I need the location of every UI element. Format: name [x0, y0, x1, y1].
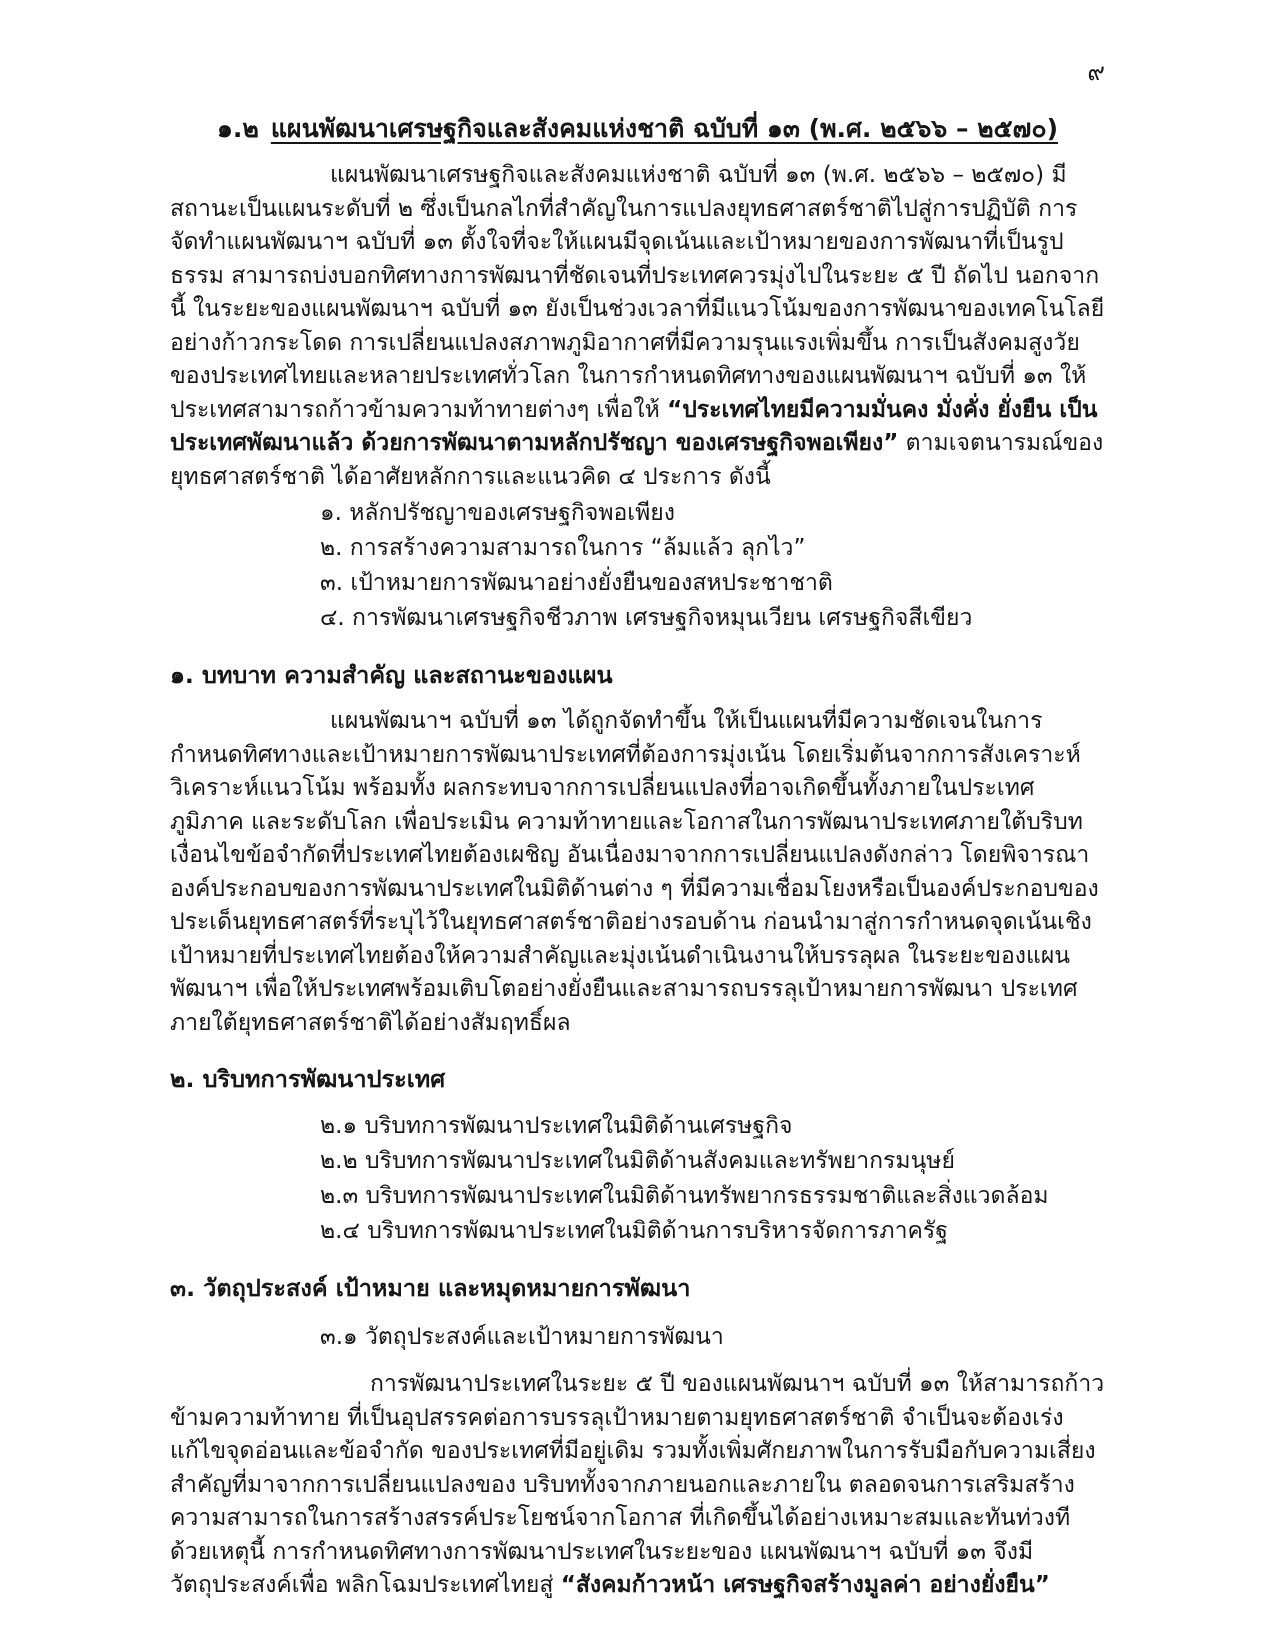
objectives-paragraph: [170, 1368, 1105, 1603]
section-3-heading: ๓. วัตถุประสงค์ เป้าหมาย และหมุดหมายการพัฒนา: [170, 1274, 691, 1302]
title-number: ๑.๒: [216, 114, 259, 143]
context-item-economic: ๒.๑ บริบทการพัฒนาประเทศในมิติด้านเศรษฐกิจ: [320, 1113, 793, 1139]
national-vision-quote: “ประเทศไทยมีความมั่นคง มั่งคั่ง ยั่งยืน เป็นประเทศพัฒนาแล้ว ด้วยการพัฒนาตามหลักปรัชญา ของเศรษฐกิจพอเพียง”: [170, 396, 1098, 456]
principle-item-4: ๔. การพัฒนาเศรษฐกิจชีวภาพ เศรษฐกิจหมุนเวียน เศรษฐกิจสีเขียว: [320, 605, 973, 631]
context-item-environment: ๒.๓ บริบทการพัฒนาประเทศในมิติด้านทรัพยากรธรรมชาติและสิ่งแวดล้อม: [320, 1183, 1049, 1209]
objectives-text: การพัฒนาประเทศในระยะ ๕ ปี ของแผนพัฒนาฯ ฉบับที่ ๑๓ ให้สามารถก้าวข้ามความท้าทาย ที่เป็นอุปสรรคต่อการบรรลุเป้าหมายตามยุทธศาสตร์ชาติ จำเป็นจะต้องเร่งแก้ไขจุดอ่อนและข้อจำกัด ของประเทศที่มีอยู่เดิม รวมทั้งเพิ่มศักยภาพในการรับมือกับความเสี่ยงสำคัญที่มาจากการเปลี่ยนแปลงของ บริบททั้งจากภายนอกและภายใน ตลอดจนการเสริมสร้างความสามารถในการสร้างสรรค์ประโยชน์จากโอกาส ที่เกิดขึ้นได้อย่างเหมาะสมและทันท่วงที ด้วยเหตุนี้ การกำหนดทิศทางการพัฒนาประเทศในระยะของ แผนพัฒนาฯ ฉบับที่ ๑๓ จึงมีวัตถุประสงค์เพื่อ พลิกโฉมประเทศไทยสู่: [170, 1371, 1105, 1598]
section-2-items: [170, 1109, 1105, 1249]
section-3-1-subheading: ๓.๑ วัตถุประสงค์และเป้าหมายการพัฒนา: [320, 1324, 724, 1350]
principle-item-2: ๒. การสร้างความสามารถในการ “ล้มแล้ว ลุกไว”: [320, 535, 806, 561]
section-2-heading: ๒. บริบทการพัฒนาประเทศ: [170, 1065, 446, 1093]
context-item-social: ๒.๒ บริบทการพัฒนาประเทศในมิติด้านสังคมและทรัพยากรมนุษย์: [320, 1148, 955, 1174]
principle-item-3: ๓. เป้าหมายการพัฒนาอย่างยั่งยืนของสหประชาชาติ: [320, 570, 833, 596]
intro-text-before-quote: แผนพัฒนาเศรษฐกิจและสังคมแห่งชาติ ฉบับที่ ๑๓ (พ.ศ. ๒๕๖๖ – ๒๕๗๐) มีสถานะเป็นแผนระดับที่ ๒ ซึ่งเป็นกลไกที่สำคัญในการแปลงยุทธศาสตร์ชาติไปสู่การปฏิบัติ การจัดทำแผนพัฒนาฯ ฉบับที่ ๑๓ ตั้งใจที่จะให้แผนมีจุดเน้นและเป้าหมายของการพัฒนาที่เป็นรูปธรรม สามารถบ่งบอกทิศทางการพัฒนาที่ชัดเจนที่ประเทศควรมุ่งไปในระยะ ๕ ปี ถัดไป นอกจากนี้ ในระยะของแผนพัฒนาฯ ฉบับที่ ๑๓ ยังเป็นช่วงเวลาที่มีแนวโน้มของการพัฒนาของเทคโนโลยีอย่างก้าวกระโดด การเปลี่ยนแปลงสภาพภูมิอากาศที่มีความรุนแรงเพิ่มขึ้น การเป็นสังคมสูงวัยของประเทศไทยและหลายประเทศทั่วโลก ในการกำหนดทิศทางของแผนพัฒนาฯ ฉบับที่ ๑๓ ให้ประเทศสามารถก้าวข้ามความท้าทายต่างๆ เพื่อให้: [170, 162, 1105, 423]
principles-list: [170, 496, 1105, 636]
transformation-goal-quote: “สังคมก้าวหน้า เศรษฐกิจสร้างมูลค่า อย่างยั่งยืน”: [560, 1572, 1050, 1598]
section-1-heading: ๑. บทบาท ความสำคัญ และสถานะของแผน: [170, 661, 613, 689]
section-1-paragraph: แผนพัฒนาฯ ฉบับที่ ๑๓ ได้ถูกจัดทำขึ้น ให้เป็นแผนที่มีความชัดเจนในการกำหนดทิศทางและเป้าหมายการพัฒนาประเทศที่ต้องการมุ่งเน้น โดยเริ่มต้นจากการสังเคราะห์ วิเคราะห์แนวโน้ม พร้อมทั้ง ผลกระทบจากการเปลี่ยนแปลงที่อาจเกิดขึ้นทั้งภายในประเทศ ภูมิภาค และระดับโลก เพื่อประเมิน ความท้าทายและโอกาสในการพัฒนาประเทศภายใต้บริบทเงื่อนไขข้อจำกัดที่ประเทศไทยต้องเผชิญ อันเนื่องมาจากการเปลี่ยนแปลงดังกล่าว โดยพิจารณาองค์ประกอบของการพัฒนาประเทศในมิติด้านต่าง ๆ ที่มีความเชื่อมโยงหรือเป็นองค์ประกอบของประเด็นยุทธศาสตร์ที่ระบุไว้ในยุทธศาสตร์ชาติอย่างรอบด้าน ก่อนนำมาสู่การกำหนดจุดเน้นเชิงเป้าหมายที่ประเทศไทยต้องให้ความสำคัญและมุ่งเน้นดำเนินงานให้บรรลุผล ในระยะของแผนพัฒนาฯ เพื่อให้ประเทศพร้อมเติบโตอย่างยั่งยืนและสามารถบรรลุเป้าหมายการพัฒนา ประเทศภายใต้ยุทธศาสตร์ชาติได้อย่างสัมฤทธิ์ผล: [170, 708, 1099, 1036]
title-text: แผนพัฒนาเศรษฐกิจและสังคมแห่งชาติ ฉบับที่ ๑๓ (พ.ศ. ๒๕๖๖ – ๒๕๗๐): [270, 114, 1059, 143]
intro-paragraph: [170, 159, 1105, 494]
document-title: [170, 112, 1105, 146]
page-number: ๙: [1087, 58, 1105, 86]
principle-item-1: ๑. หลักปรัชญาของเศรษฐกิจพอเพียง: [320, 500, 676, 526]
intro-text-after-quote: ตามเจตนารมณ์ของยุทธศาสตร์ชาติ ได้อาศัยหลักการและแนวคิด ๔ ประการ ดังนี้: [170, 430, 1104, 490]
context-item-governance: ๒.๔ บริบทการพัฒนาประเทศในมิติด้านการบริหารจัดการภาครัฐ: [320, 1218, 948, 1244]
